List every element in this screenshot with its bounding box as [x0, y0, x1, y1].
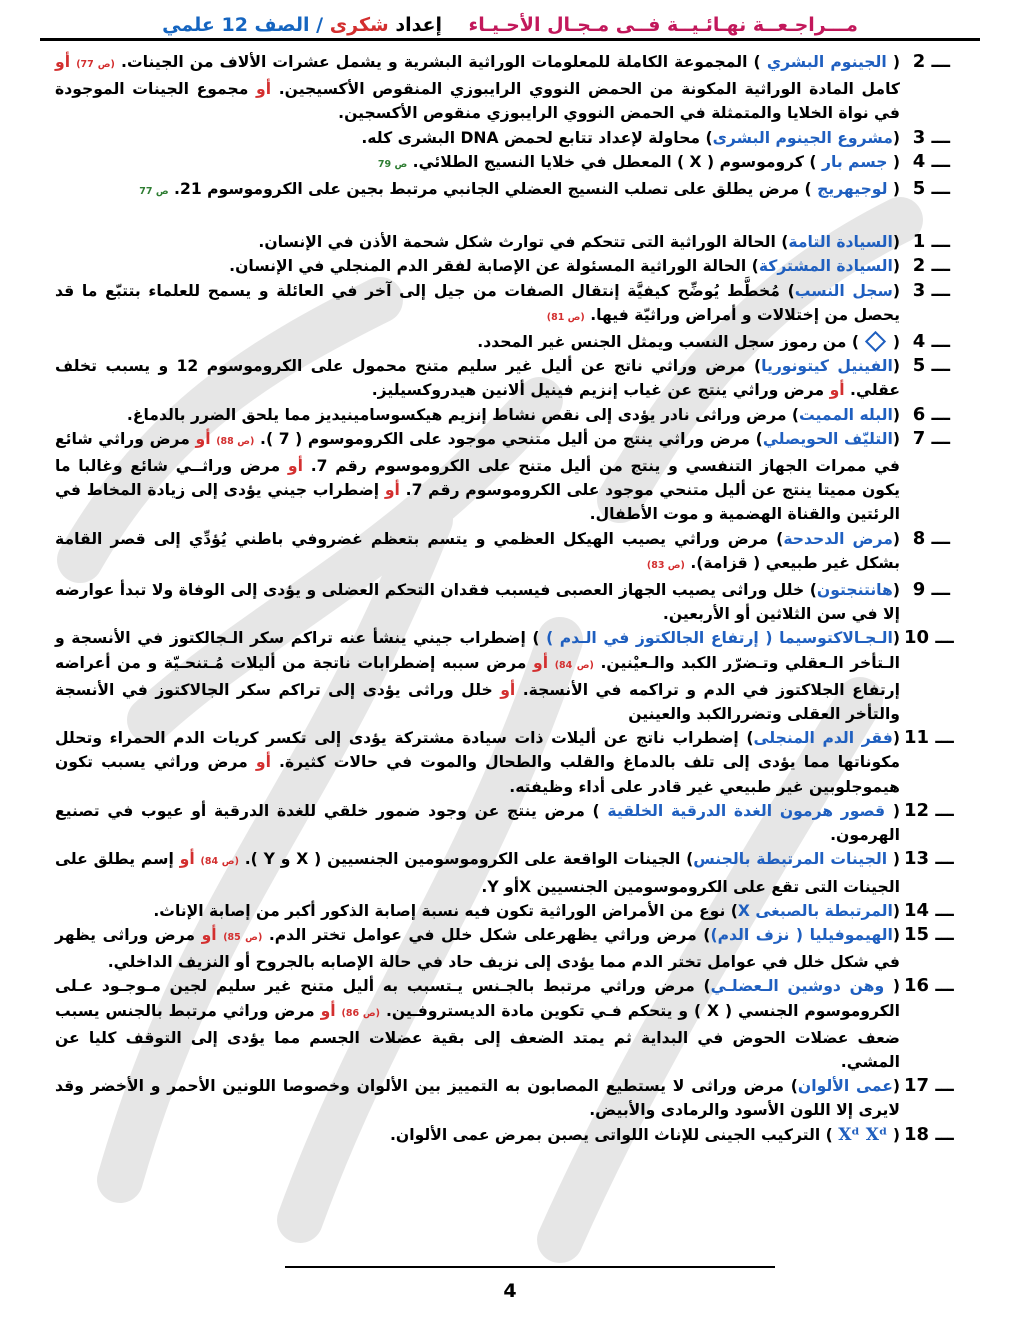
item-number: 7 ـــ: [912, 427, 950, 449]
page-reference: ص 77: [139, 186, 169, 198]
definition-item: 13 ـــ ( الجينات المرتبطة بالجنس) الجينات الواقعة على الكروموسومين الجنسيين ( X و Y ). (ص 84) أو إسم يطلق على الجينات التى تقع على الكروموسومين الجنسيين Xأو Y.: [55, 848, 954, 896]
item-number: 5 ـــ: [912, 178, 950, 200]
definition-alt: مرض وراثــي شائع وغالبا ما يكون مميتا ينتج عن أليل متنحي موجود على الكروموسوم رقم 7.: [55, 457, 901, 500]
definition: ) الحالة الوراثية المسئولة عن الإصابة لفقر الدم المنجلي في الإنسان.: [229, 257, 759, 276]
definition-item: 2 ـــ (السيادة المشتركة) الحالة الوراثية المسئولة عن الإصابة لفقر الدم المنجلي في الإنسان.: [55, 254, 950, 278]
header-title: مـــراجـعــة نهـائـيــة فــى مـجـال الأحـيـاء: [468, 14, 858, 36]
or-label: أو: [500, 680, 516, 699]
definition: ) مرض وراثي ينتج من أليل متنحي موجود على الكروموسوم ( 7 ).: [260, 429, 763, 448]
header-grade: / الصف 12 علمي: [162, 14, 324, 36]
term: مرض الدحدحة: [783, 529, 893, 548]
definition: ) المجموعة الكاملة للمعلومات الوراثية البشرية و يشمل عشرات الألاف من الجينات.: [121, 53, 767, 71]
item-number: 1 ـــ: [912, 231, 950, 253]
main-content: [55, 50, 954, 1147]
definition-item: 8 ـــ (مرض الدحدحة) مرض وراثي يصيب الهيكل العظمي و يتسم بتعظم غضروفي باطني يُؤدِّي إلى قصر القامة بشكل غير طبيعي ( قزامة). (ص 83): [55, 527, 950, 572]
definition: ) محاولة لإعداد تتابع لحمض DNA البشرى كله.: [361, 128, 713, 147]
item-number: 3 ـــ: [912, 126, 950, 148]
term: الـجـالاكتوسيما ( إرتفاع الجالكتوز في الـدم ): [546, 629, 893, 648]
page-reference: (ص 88): [216, 435, 255, 447]
definition-item: 4 ـــ ( جسم بار ) كروموسوم ( X ) المعطل في خلايا النسيج الطلائي. ص 79: [55, 150, 950, 177]
or-label: أو: [55, 53, 71, 71]
or-label: أو: [255, 753, 271, 772]
definition-alt: خلل وراثى يؤدى إلى تراكم سكر الجالاكتوز في الأنسجة والتأخر العقلى وتضررالكبد والعينين: [55, 680, 900, 724]
definition-item: 5 ـــ ( لوجيهريج ) مرض يطلق على تصلب النسيج العضلي الجانبي مرتبط بجين على الكروموسوم 21. ص 77: [55, 177, 950, 204]
term: المرتبطة بالصبغى X: [737, 901, 893, 920]
definition-item: 17 ـــ (عمى الألوان) مرض وراثى لا يستطيع المصابون به التمييز بين الألوان وخصوصا اللونين الأحمر و الأخضر وقد لايرى إلا اللون الأسود والرمادى والأبيض.: [55, 1075, 954, 1120]
item-number: 15 ـــ: [904, 923, 954, 945]
page-reference: ص 79: [377, 158, 408, 170]
definition-item: 3 ـــ (مشروع الجينوم البشرى) محاولة لإعداد تتابع لحمض DNA البشرى كله.: [55, 126, 950, 150]
definition-alt: مرض وراثي يسبب تكون هيموجلوبين غير طبيعي غير قادر على أداء وظيفته.: [55, 753, 900, 796]
or-label: أو: [287, 457, 303, 476]
item-number: 17 ـــ: [904, 1075, 954, 1097]
definition-item: 14 ـــ (المرتبطة بالصبغى X) نوع من الأمراض الوراثية تكون فيه نسبة إصابة الذكور أكبر من إصابة الإناث.: [55, 899, 950, 923]
definition-alt: إسم يطلق على الجينات التى تقع على الكروموسومين الجنسيين Xأو Y.: [55, 850, 900, 896]
definition: ) الحالة الوراثية التى تتحكم في توارث شكل شحمة الأذن في الإنسان.: [258, 233, 789, 252]
definition: ) نوع من الأمراض الوراثية تكون فيه نسبة إصابة الذكور أكبر من إصابة الإناث.: [153, 901, 738, 920]
definition: ) مرض يطلق على تصلب النسيج العضلي الجانبي مرتبط بجين على الكروموسوم 21.: [174, 180, 818, 199]
page-header: [40, 14, 980, 41]
item-number: 16 ـــ: [904, 975, 954, 997]
page-number: 4: [503, 1280, 517, 1302]
definition: ) إضطراب جيني ينشأ عنه تراكم سكر الـجالكتوز في الأنسجة و الـتأخر الـعقلي وتـضرّر الكبد والـعيْنين.: [55, 629, 900, 672]
definition: ) إضطراب ناتج عن أليلات ذات سيادة مشتركة يؤدى إلى تكسر كريات الدم الحمراء وتحلل مكوناتها مما يؤدى إلى تلف بالدماغ والقلب والطحال والموت في حالات كثيرة.: [55, 729, 900, 772]
definition-item: 6 ـــ (البله المميت) مرض وراثى نادر يؤدى إلى نقص نشاط إنزيم هيكسوسامينيديز مما يلحق الضرر بالدماغ.: [55, 403, 950, 427]
term: Xᵈ Xᵈ: [838, 1124, 888, 1145]
term: جسم بار: [821, 152, 888, 171]
page-reference: (ص 83): [646, 559, 685, 571]
term: عمى الألوان: [797, 1077, 893, 1096]
or-label: أو: [179, 850, 195, 869]
page-reference: (ص 85): [223, 931, 263, 943]
definition-alt: مرض سببه إضطرابات ناتجة من أليلات مُـتنحـيّة و من أعراضه إرتفاع الجلاكتوز في الدم و تراكمه في الأنسجة.: [55, 653, 901, 699]
definition: ) خلل وراثى يصيب الجهاز العصبى فيسبب فقدان التحكم العضلى و يؤدى إلى الوفاة ولا تبدأ عوارضه إلا في سن الثلاثين أو الأربعين.: [55, 581, 900, 624]
term: قصور هرمون الغدة الدرقية الخلقية: [607, 801, 886, 820]
definition-item: 2 ـــ ( الجينوم البشري ) المجموعة الكاملة للمعلومات الوراثية البشرية و يشمل عشرات الألاف من الجينات. (ص 77) أو كامل المادة الوراثية المكونة من الحمض النووي الرايبوزي المنقوص الأكسيجين. أو مجموع الجينات الموجودة في نواة الخلايا والمتمثلة في الحمض النووي الرايبوزي منقوص الأكسجين.: [55, 51, 950, 123]
term: وهن دوشين الـعضلـي: [710, 977, 885, 996]
definition-item: 5 ـــ (الفينيل كيتونوريا) مرض وراثي ناتج عن أليل غير سليم متنح محمول على الكروموسوم 12 و يسبب تخلف عقلي. أو مرض وراثي ينتج عن غياب إنزيم فينيل ألانين هيدروكسيليز.: [55, 355, 950, 400]
or-label: أو: [256, 80, 272, 99]
term: لوجيهريج: [817, 180, 888, 199]
term: السيادة المشتركة: [758, 257, 893, 276]
definition: ) مرض وراثي يصيب الهيكل العظمي و يتسم بتعظم غضروفي باطني يُؤدِّي إلى قصر القامة بشكل غير طبيعي ( قزامة).: [55, 529, 900, 572]
definition-alt: مرض وراثي ينتج عن غياب إنزيم فينيل ألانين هيدروكسيليز.: [371, 381, 830, 400]
or-label: أو: [320, 1001, 336, 1020]
definition-item: 12 ـــ ( قصور هرمون الغدة الدرقية الخلقية ) مرض ينتج عن وجود ضمور خلقي للغدة الدرقية أو عيوب في تصنيع الهرمون.: [55, 799, 954, 845]
item-number: 4 ـــ: [912, 331, 950, 353]
definition: ) من رموز سجل النسب ويمثل الجنس غير المحدد.: [477, 333, 865, 352]
definition-alt: مرض وراثي شائع في ممرات الجهاز التنفسي و ينتج من أليل متنح على الكروموسوم رقم 7.: [55, 429, 900, 476]
item-number: 8 ـــ: [912, 527, 950, 549]
page-reference: (ص 86): [341, 1007, 381, 1019]
definition-item: 11 ـــ (فقر الدم المنجلى) إضطراب ناتج عن أليلات ذات سيادة مشتركة يؤدى إلى تكسر كريات الدم الحمراء وتحلل مكوناتها مما يؤدى إلى تلف بالدماغ والقلب والطحال والموت في حالات كثيرة. أو مرض وراثي يسبب تكون هيموجلوبين غير طبيعي غير قادر على أداء وظيفته.: [55, 727, 954, 796]
definition-item: 18 ـــ ( Xᵈ Xᵈ ) التركيب الجينى للإناث اللواتى يصبن بمرض عمى الألوان.: [55, 1123, 950, 1147]
term: السيادة التامة: [788, 233, 893, 252]
definition: ) كروموسوم ( X ) المعطل في خلايا النسيج الطلائي.: [412, 152, 822, 171]
page-reference: (ص 81): [546, 311, 585, 323]
definition: ) مُخطَّط يُوضِّح كيفيَّة إنتقال الصفات من جيل إلى آخر في العائلة و يسمح للعلماء بتتبّع ما قد يحصل من إختلالات و أمراض وراثيّة فيها.: [55, 281, 900, 324]
term: البله المميت: [799, 405, 893, 424]
definition-item: 16 ـــ ( وهن دوشين الـعضلـي) مرض وراثي مرتبط بالجـنس يـتسبب به أليل متنح غير سليم لجين مـوجـود عـلى الكروموسوم الجنسي ( X ) و يتحكم فـي تكوين مادة الديستروفـين. (ص 86) أو مرض وراثي مرتبط بالجنس يسبب ضعف عضلات الحوض في البداية ثم يمتد الضعف إلى بقية عضلات الجسم مما يؤدى إلى التوقف كليا عن المشي.: [55, 975, 954, 1071]
page-reference: (ص 84): [200, 856, 239, 868]
term: هانتنجتون: [816, 581, 893, 600]
definition: ) مرض وراثي يظهرعلى شكل خلل في عوامل تختر الدم.: [268, 925, 711, 944]
definition-alt: مرض وراثى يظهر في شكل خلل في عوامل تختر الدم مما يؤدى إلى نزيف حاد في حالة الإصابه بالجروح أو النزيف الداخلي.: [55, 925, 900, 972]
definition-item: 15 ـــ (الهيموفيليا ( نزف الدم)) مرض وراثي يظهرعلى شكل خلل في عوامل تختر الدم. (ص 85) أو مرض وراثى يظهر في شكل خلل في عوامل تختر الدم مما يؤدى إلى نزيف حاد في حالة الإصابه بالجروح أو النزيف الداخلي.: [55, 923, 954, 972]
header-prepared-by: إعداد: [395, 14, 443, 36]
item-number: 5 ـــ: [912, 355, 950, 377]
definition-alt: كامل المادة الوراثية المكونة من الحمض النووي الرايبوزي المنقوص الأكسيجين.: [278, 80, 900, 99]
term: مشروع الجينوم البشرى: [712, 128, 893, 147]
or-label: أو: [829, 381, 845, 400]
definition-item: 3 ـــ (سجل النسب) مُخطَّط يُوضِّح كيفيَّة إنتقال الصفات من جيل إلى آخر في العائلة و يسمح للعلماء بتتبّع ما قد يحصل من إختلالات و أمراض وراثيّة فيها. (ص 81): [55, 279, 950, 324]
diamond-symbol-icon: [865, 331, 886, 352]
item-number: 14 ـــ: [904, 899, 954, 921]
term: الجينوم البشري: [766, 53, 887, 71]
page-reference: (ص 77): [76, 59, 115, 70]
definition: ) الجينات الواقعة على الكروموسومين الجنسيين ( X و Y ).: [244, 850, 694, 869]
definition: ) مرض وراثى لا يستطيع المصابون به التمييز بين الألوان وخصوصا اللونين الأحمر و الأخضر وقد لايرى إلا اللون الأسود والرمادى والأبيض.: [55, 1077, 900, 1120]
definition-item: 10 ـــ (الـجـالاكتوسيما ( إرتفاع الجالكتوز في الـدم ) ) إضطراب جيني ينشأ عنه تراكم سكر الـجالكتوز في الأنسجة و الـتأخر الـعقلي وتـضرّر الكبد والـعيْنين. (ص 84) أو مرض سببه إضطرابات ناتجة من أليلات مُـتنحـيّة و من أعراضه إرتفاع الجلاكتوز في الدم و تراكمه في الأنسجة. أو خلل وراثى يؤدى إلى تراكم سكر الجالاكتوز في الأنسجة والتأخر العقلى وتضررالكبد والعينين: [55, 627, 954, 724]
definition-alt: مرض وراثي مرتبط بالجنس يسبب ضعف عضلات الحوض في البداية ثم يمتد الضعف إلى بقية عضلات الجسم مما يؤدى إلى التوقف كليا عن المشي.: [55, 1001, 900, 1071]
item-number: 6 ـــ: [912, 403, 950, 425]
page-reference: (ص 84): [554, 659, 594, 671]
definition: ) مرض وراثي مرتبط بالجـنس يـتسبب به أليل متنح غير سليم لجين مـوجـود عـلى الكروموسوم الجنسي ( X ) و يتحكم فـي تكوين مادة الديستروفـين.: [55, 977, 900, 1020]
item-number: 12 ـــ: [904, 799, 954, 821]
definition-item: 7 ـــ (التليّف الحويصلي) مرض وراثي ينتج من أليل متنحي موجود على الكروموسوم ( 7 ). (ص 88) أو مرض وراثي شائع في ممرات الجهاز التنفسي و ينتج من أليل متنح على الكروموسوم رقم 7. أو مرض وراثــي شائع وغالبا ما يكون مميتا ينتج عن أليل متنحي موجود على الكروموسوم رقم 7. أو إضطراب جيني يؤدى إلى زيادة المخاط في الرئتين والقناة الهضمية و موت الأطفال.: [55, 427, 950, 524]
item-number: 13 ـــ: [904, 848, 954, 870]
item-number: 9 ـــ: [912, 579, 950, 601]
definition-item: 1 ـــ (السيادة التامة) الحالة الوراثية التى تتحكم في توارث شكل شحمة الأذن في الإنسان.: [55, 230, 950, 254]
term: التليّف الحويصلي: [762, 429, 893, 448]
definition: ) مرض وراثي ناتج عن أليل غير سليم متنح محمول على الكروموسوم 12 و يسبب تخلف عقلي.: [55, 357, 900, 400]
or-label: أو: [195, 429, 211, 448]
item-number: 10 ـــ: [904, 627, 954, 649]
or-label: أو: [201, 925, 217, 944]
term: سجل النسب: [794, 281, 893, 300]
term: الفينيل كيتونوريا: [761, 357, 893, 376]
header-author: شكرى: [329, 14, 389, 36]
definition-item: 4 ـــ ( ) من رموز سجل النسب ويمثل الجنس غير المحدد.: [55, 330, 950, 354]
footer-divider: [285, 1266, 775, 1268]
item-number: 4 ـــ: [912, 150, 950, 172]
definition-item: 9 ـــ (هانتنجتون) خلل وراثى يصيب الجهاز العصبى فيسبب فقدان التحكم العضلى و يؤدى إلى الوفاة ولا تبدأ عوارضه إلا في سن الثلاثين أو الأربعين.: [55, 579, 950, 624]
item-number: 2 ـــ: [912, 255, 950, 277]
term: الجينات المرتبطة بالجنس: [693, 850, 888, 869]
item-number: 11 ـــ: [904, 727, 954, 749]
item-number: 3 ـــ: [912, 279, 950, 301]
item-number: 2 ـــ: [912, 51, 950, 72]
term: فقر الدم المنجلى: [753, 729, 893, 748]
term: الهيموفيليا ( نزف الدم): [710, 925, 893, 944]
definition: ) التركيب الجينى للإناث اللواتى يصبن بمرض عمى الألوان.: [390, 1125, 839, 1144]
or-label: أو: [384, 481, 400, 500]
definition-alt: مجموع الجينات الموجودة في نواة الخلايا والمتمثلة في الحمض النووي الرايبوزي منقوص الأكسجين.: [55, 80, 900, 123]
definition-alt: إضطراب جيني يؤدى إلى زيادة المخاط في الرئتين والقناة الهضمية و موت الأطفال.: [55, 481, 900, 524]
or-label: أو: [533, 653, 549, 672]
definition: ) مرض وراثى نادر يؤدى إلى نقص نشاط إنزيم هيكسوسامينيديز مما يلحق الضرر بالدماغ.: [126, 405, 800, 424]
definition: ) مرض ينتج عن وجود ضمور خلقي للغدة الدرقية أو عيوب في تصنيع الهرمون.: [55, 801, 900, 845]
item-number: 18 ـــ: [904, 1123, 954, 1145]
